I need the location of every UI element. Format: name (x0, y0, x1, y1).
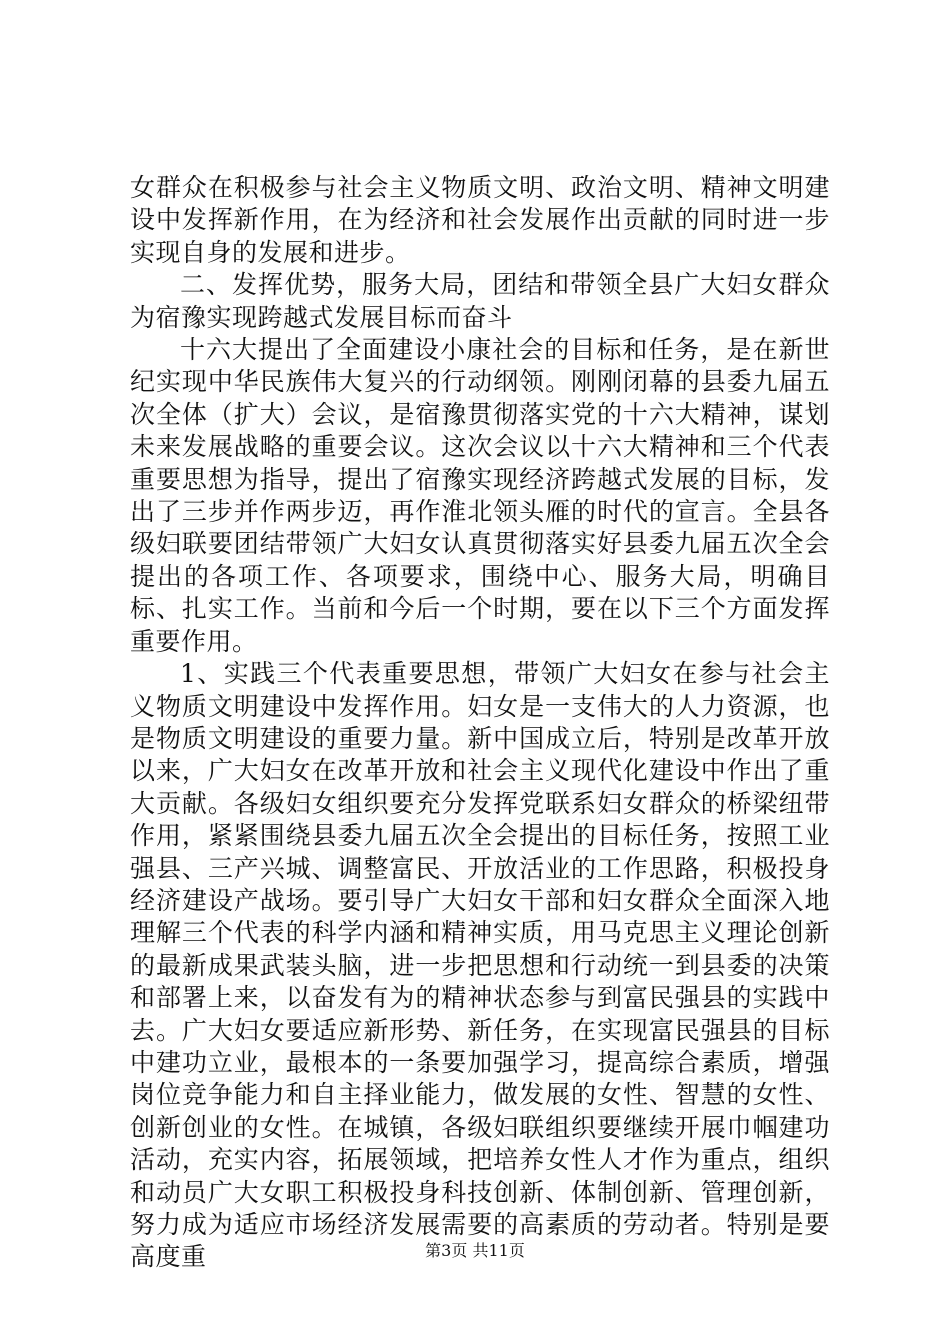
paragraph: 十六大提出了全面建设小康社会的目标和任务，是在新世纪实现中华民族伟大复兴的行动纲领。刚刚闭幕的县委九届五次全体（扩大）会议，是宿豫贯彻落实党的十六大精神，谋划未来发展战略的重要会议。这次会议以十六大精神和三个代表重要思想为指导，提出了宿豫实现经济跨越式发展的目标，发出了三步并作两步迈，再作淮北领头雁的时代的宣言。全县各级妇联要团结带领广大妇女认真贯彻落实好县委九届五次全会提出的各项工作、各项要求，围绕中心、服务大局，明确目标、扎实工作。当前和今后一个时期，要在以下三个方面发挥重要作用。 (130, 335, 830, 656)
footer-mid: 页 共 (451, 1241, 489, 1260)
section-heading: 二、发挥优势，服务大局，团结和带领全县广大妇女群众为宿豫实现跨越式发展目标而奋斗 (130, 270, 830, 332)
paragraph: 女群众在积极参与社会主义物质文明、政治文明、精神文明建设中发挥新作用，在为经济和社会发展作出贡献的同时进一步实现自身的发展和进步。 (130, 173, 830, 267)
footer-suffix: 页 (508, 1241, 525, 1260)
page-footer (0, 1241, 950, 1261)
paragraph: 1、实践三个代表重要思想，带领广大妇女在参与社会主义物质文明建设中发挥作用。妇女是一支伟大的人力资源，也是物质文明建设的重要力量。新中国成立后，特别是改革开放以来，广大妇女在改革开放和社会主义现代化建设中作出了重大贡献。各级妇女组织要充分发挥党联系妇女群众的桥梁纽带作用，紧紧围绕县委九届五次全会提出的目标任务，按照工业强县、三产兴城、调整富民、开放活业的工作思路，积极投身经济建设产战场。要引导广大妇女干部和妇女群众全面深入地理解三个代表的科学内涵和精神实质，用马克思主义理论创新的最新成果武装头脑，进一步把思想和行动统一到县委的决策和部署上来，以奋发有为的精神状态参与到富民强县的实践中去。广大妇女要适应新形势、新任务，在实现富民强县的目标中建功立业，最根本的一条要加强学习，提高综合素质，增强岗位竞争能力和自主择业能力，做发展的女性、智慧的女性、创新创业的女性。在城镇，各级妇联组织要继续开展巾帼建功活动，充实内容，拓展领域，把培养女性人才作为重点，组织和动员广大女职工积极投身科技创新、体制创新、管理创新，努力成为适应市场经济发展需要的高素质的劳动者。特别是要高度重 (130, 659, 830, 1272)
footer-prefix: 第 (425, 1241, 442, 1260)
footer-page-number: 3 (441, 1241, 452, 1260)
document-body (130, 172, 830, 1274)
footer-total-pages: 11 (488, 1241, 509, 1260)
